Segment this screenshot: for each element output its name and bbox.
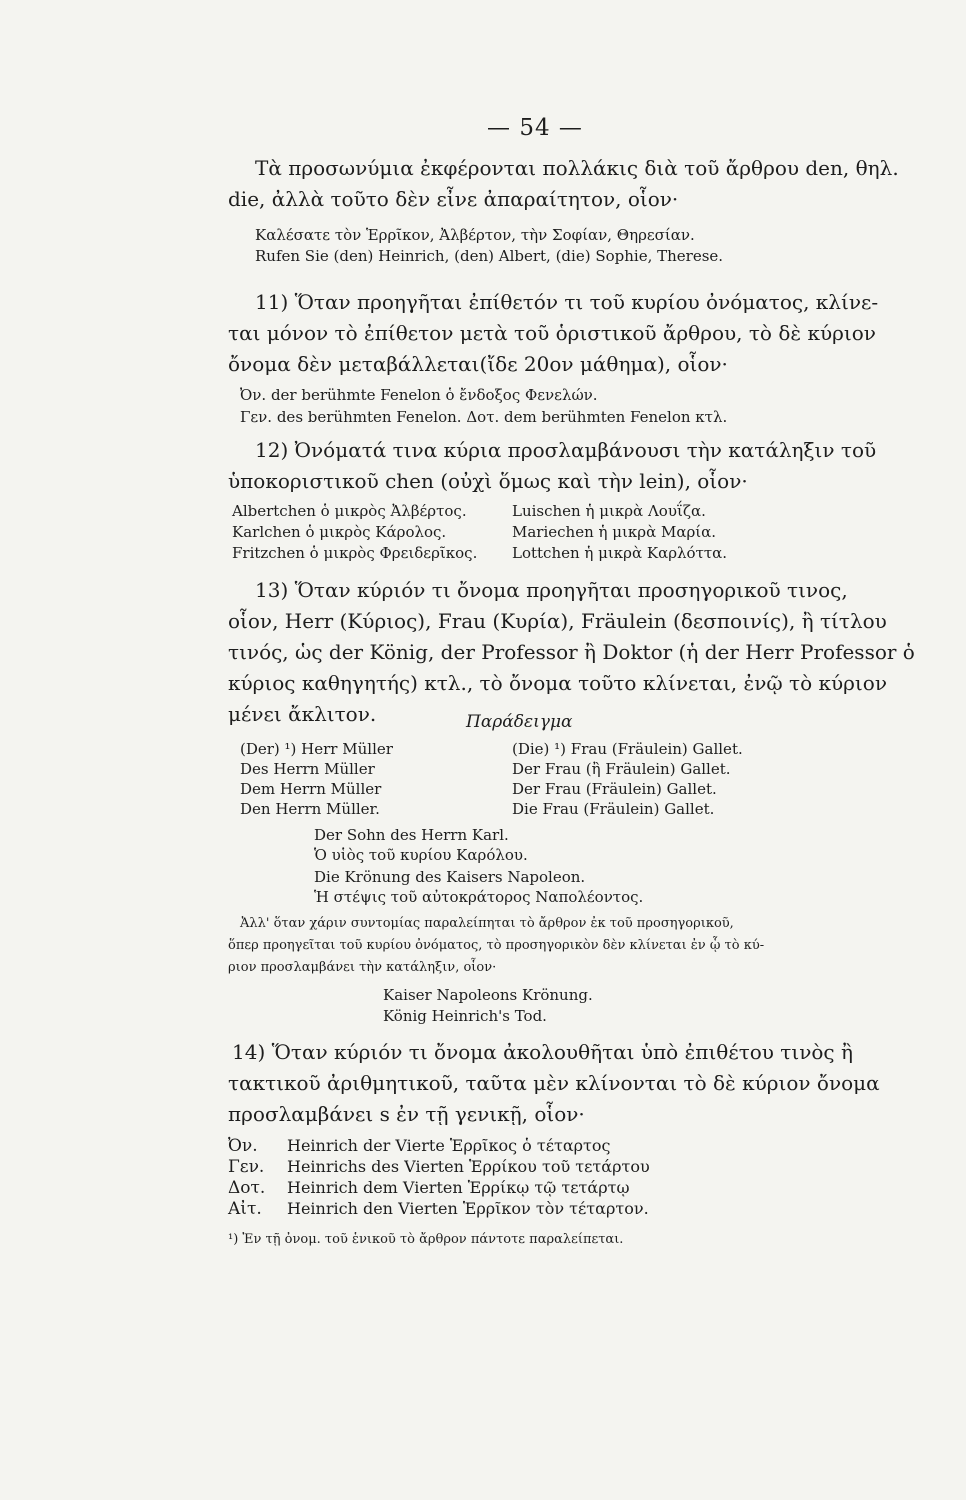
note-example-2: König Heinrich's Tod. bbox=[383, 1007, 547, 1025]
dim-right-1: Luischen ἡ μικρὰ Λουΐζα. bbox=[512, 502, 706, 520]
case-label-dat: Δοτ. bbox=[228, 1178, 266, 1198]
case-text-acc: Heinrich den Vierten Ἑρρῖκον τὸν τέταρτον. bbox=[287, 1199, 649, 1218]
page-number: — 54 — bbox=[487, 115, 583, 141]
section-13-line-4: κύριος καθηγητής) κτλ., τὸ ὄνομα τοῦτο κλίνεται, ἐνῷ τὸ κύριον bbox=[228, 671, 887, 695]
dim-left-1: Albertchen ὁ μικρὸς Ἀλβέρτος. bbox=[232, 502, 467, 520]
example-more-1: Der Sohn des Herrn Karl. bbox=[314, 826, 509, 844]
intro-line-2: die, ἀλλὰ τοῦτο δὲν εἶνε ἀπαραίτητον, οἷον· bbox=[228, 187, 679, 211]
section-13-line-2: οἷον, Herr (Κύριος), Frau (Κυρία), Fräulein (δεσποινίς), ἢ τίτλου bbox=[228, 609, 887, 633]
section-11-example-1: Ὀν. der berühmte Fenelon ὁ ἔνδοξος Φενελών. bbox=[240, 386, 598, 404]
example-right-4: Die Frau (Fräulein) Gallet. bbox=[512, 800, 715, 818]
note-line-2: ὅπερ προηγεῖται τοῦ κυρίου ὀνόματος, τὸ προσηγορικὸν δὲν κλίνεται ἐν ᾧ τὸ κύ- bbox=[228, 938, 765, 953]
case-text-dat: Heinrich dem Vierten Ἑρρίκῳ τῷ τετάρτῳ bbox=[287, 1178, 630, 1197]
section-13-line-3: τινός, ὡς der König, der Professor ἢ Doktor (ἡ der Herr Professor ὁ bbox=[228, 640, 915, 664]
note-line-1: Ἀλλ' ὅταν χάριν συντομίας παραλείπηται τὸ ἄρθρον ἐκ τοῦ προσηγορικοῦ, bbox=[240, 916, 734, 931]
intro-german-example: Rufen Sie (den) Heinrich, (den) Albert, (die) Sophie, Therese. bbox=[255, 247, 724, 265]
example-left-4: Den Herrn Müller. bbox=[240, 800, 380, 818]
example-more-2: Ὁ υἱὸς τοῦ κυρίου Καρόλου. bbox=[314, 846, 528, 864]
footnote: ¹) Ἐν τῇ ὀνομ. τοῦ ἑνικοῦ τὸ ἄρθρον πάντοτε παραλείπεται. bbox=[228, 1232, 624, 1247]
example-more-3: Die Krönung des Kaisers Napoleon. bbox=[314, 868, 586, 886]
example-title: Παράδειγμα bbox=[466, 712, 573, 732]
case-label-acc: Αἰτ. bbox=[228, 1199, 262, 1219]
dim-left-3: Fritzchen ὁ μικρὸς Φρειδερῖκος. bbox=[232, 544, 478, 562]
intro-line-1: Τὰ προσωνύμια ἐκφέρονται πολλάκις διὰ τοῦ ἄρθρου den, θηλ. bbox=[255, 156, 899, 180]
example-left-1: (Der) ¹) Herr Müller bbox=[240, 740, 393, 758]
section-14-line-2: τακτικοῦ ἀριθμητικοῦ, ταῦτα μὲν κλίνονται τὸ δὲ κύριον ὄνομα bbox=[228, 1071, 880, 1095]
case-label-gen: Γεν. bbox=[228, 1157, 265, 1177]
example-right-1: (Die) ¹) Frau (Fräulein) Gallet. bbox=[512, 740, 743, 758]
example-right-3: Der Frau (Fräulein) Gallet. bbox=[512, 780, 717, 798]
dim-right-2: Mariechen ἡ μικρὰ Μαρία. bbox=[512, 523, 717, 541]
dim-right-3: Lottchen ἡ μικρὰ Καρλόττα. bbox=[512, 544, 728, 562]
note-example-1: Kaiser Napoleons Krönung. bbox=[383, 986, 593, 1004]
dim-left-2: Karlchen ὁ μικρὸς Κάρολος. bbox=[232, 523, 447, 541]
example-left-3: Dem Herrn Müller bbox=[240, 780, 382, 798]
section-11-line-1: 11) Ὅταν προηγῆται ἐπίθετόν τι τοῦ κυρίου ὀνόματος, κλίνε- bbox=[255, 290, 879, 314]
case-text-nom: Heinrich der Vierte Ἑρρῖκος ὁ τέταρτος bbox=[287, 1136, 611, 1155]
example-right-2: Der Frau (ἢ Fräulein) Gallet. bbox=[512, 760, 731, 778]
intro-greek-example: Καλέσατε τὸν Ἑρρῖκον, Ἀλβέρτον, τὴν Σοφίαν, Θηρεσίαν. bbox=[255, 226, 695, 244]
section-11-example-2: Γεν. des berühmten Fenelon. Δοτ. dem berühmten Fenelon κτλ. bbox=[240, 408, 728, 426]
case-label-nom: Ὀν. bbox=[228, 1136, 258, 1156]
section-11-line-2: ται μόνον τὸ ἐπίθετον μετὰ τοῦ ὁριστικοῦ ἄρθρου, τὸ δὲ κύριον bbox=[228, 321, 876, 345]
case-text-gen: Heinrichs des Vierten Ἑρρίκου τοῦ τετάρτου bbox=[287, 1157, 650, 1176]
example-more-4: Ἡ στέψις τοῦ αὐτοκράτορος Ναπολέοντος. bbox=[314, 888, 644, 906]
section-13-line-5: μένει ἄκλιτον. bbox=[228, 702, 377, 726]
example-left-2: Des Herrn Müller bbox=[240, 760, 375, 778]
section-12-line-2: ὑποκοριστικοῦ chen (οὐχὶ ὅμως καὶ τὴν lein), οἷον· bbox=[228, 469, 748, 493]
section-11-line-3: ὄνομα δὲν μεταβάλλεται(ἴδε 20ον μάθημα), οἷον· bbox=[228, 352, 728, 376]
section-14-line-3: προσλαμβάνει s ἐν τῇ γενικῇ, οἷον· bbox=[228, 1102, 585, 1126]
section-12-line-1: 12) Ὀνόματά τινα κύρια προσλαμβάνουσι τὴν κατάληξιν τοῦ bbox=[255, 438, 877, 462]
note-line-3: ριον προσλαμβάνει τὴν κατάληξιν, οἷον· bbox=[228, 960, 497, 975]
section-13-line-1: 13) Ὅταν κύριόν τι ὄνομα προηγῆται προσηγορικοῦ τινος, bbox=[255, 578, 848, 602]
section-14-line-1: 14) Ὅταν κύριόν τι ὄνομα ἀκολουθῆται ὑπὸ ἐπιθέτου τινὸς ἢ bbox=[232, 1040, 853, 1064]
